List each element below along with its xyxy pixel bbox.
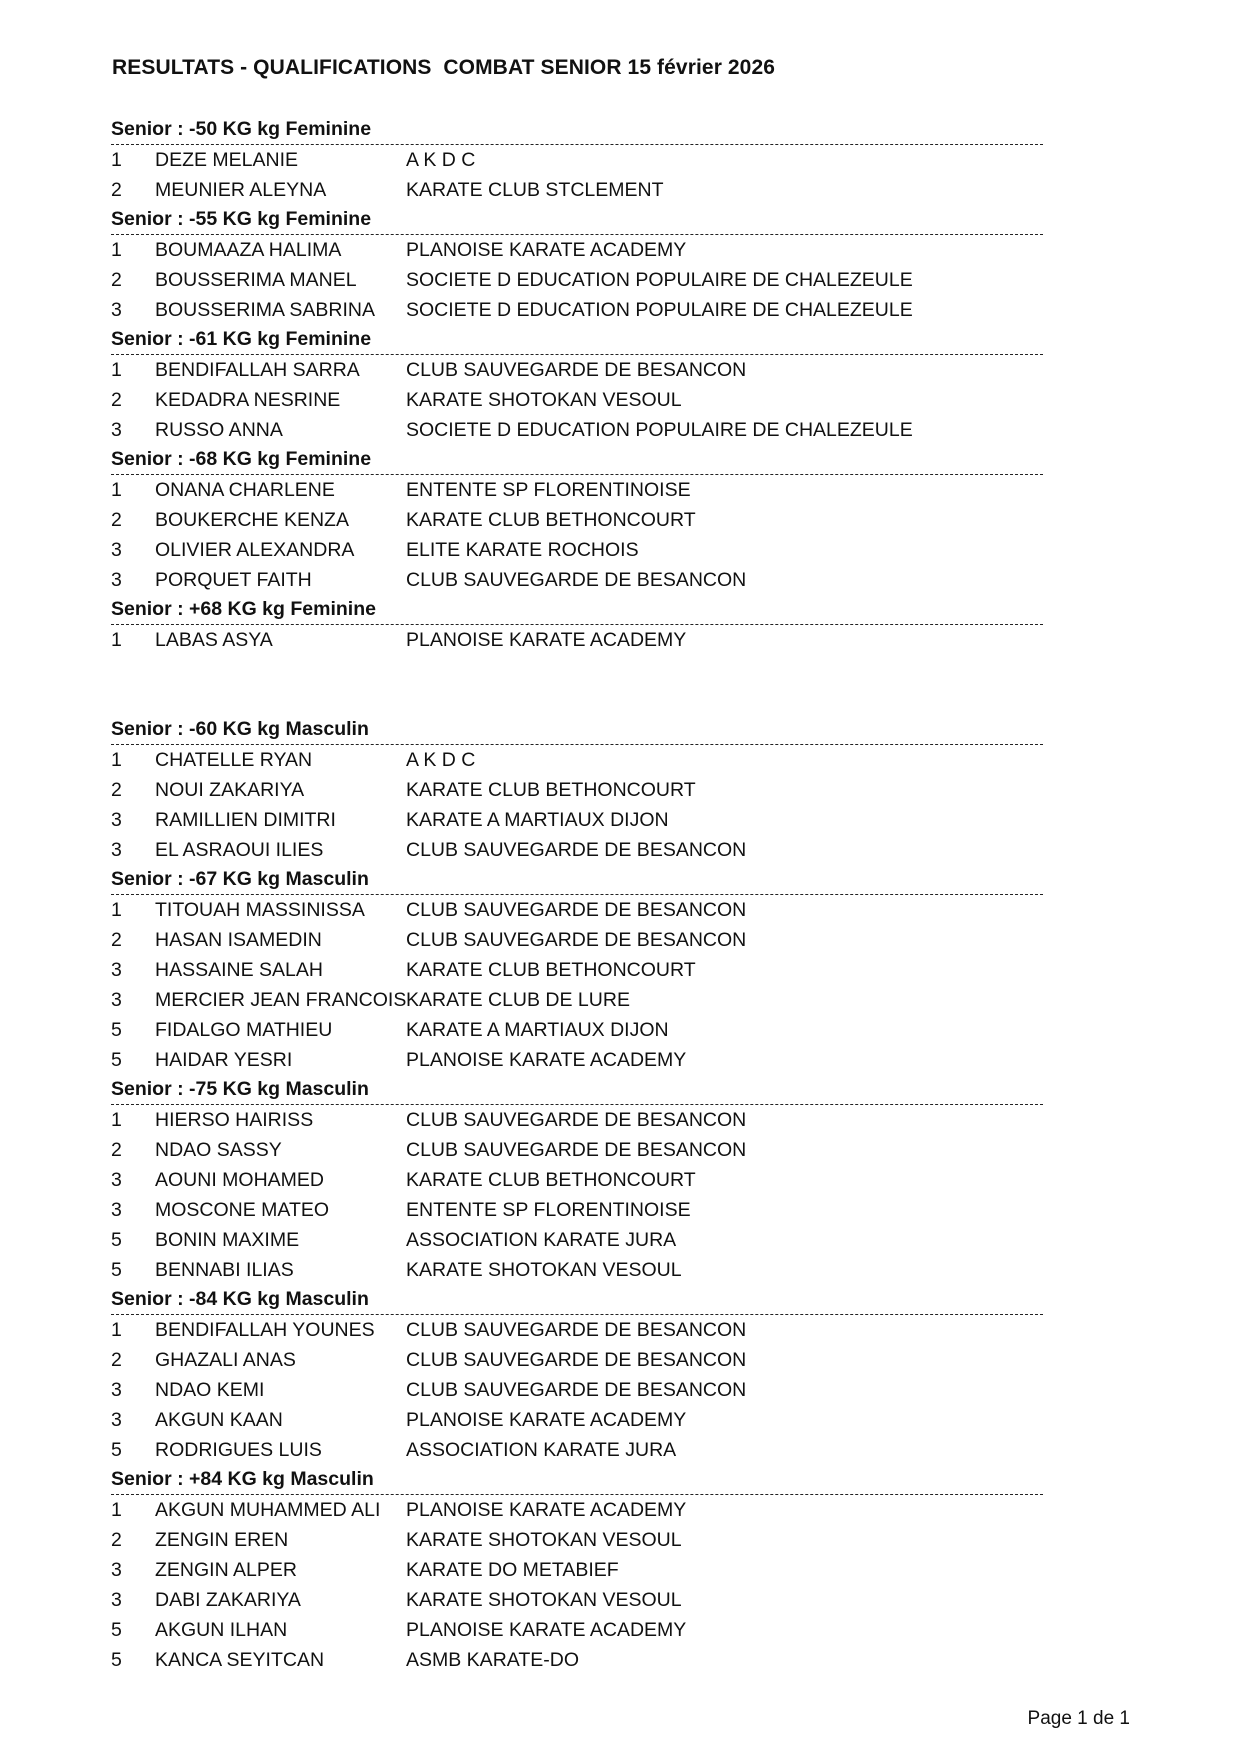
rank: 2	[111, 929, 122, 951]
athlete-name: RAMILLIEN DIMITRI	[155, 809, 336, 831]
rank: 3	[111, 1199, 122, 1221]
athlete-name: MERCIER JEAN FRANCOIS	[155, 989, 407, 1011]
result-row	[111, 295, 1043, 325]
rank: 3	[111, 299, 122, 321]
category-group	[111, 115, 1043, 205]
category-group	[111, 445, 1043, 595]
athlete-name: BOUMAAZA HALIMA	[155, 239, 342, 261]
athlete-name: HASAN ISAMEDIN	[155, 929, 322, 951]
rank: 1	[111, 749, 122, 771]
rank: 3	[111, 539, 122, 561]
rank: 1	[111, 629, 122, 651]
club-name: CLUB SAUVEGARDE DE BESANCON	[406, 1379, 747, 1401]
category-header: Senior : -60 KG kg Masculin	[111, 715, 1043, 745]
club-name: CLUB SAUVEGARDE DE BESANCON	[406, 839, 747, 861]
category-group	[111, 865, 1043, 1075]
athlete-name: OLIVIER ALEXANDRA	[155, 539, 355, 561]
club-name: PLANOISE KARATE ACADEMY	[406, 1409, 687, 1431]
rank: 2	[111, 509, 122, 531]
rank: 5	[111, 1019, 122, 1041]
athlete-name: BOUKERCHE KENZA	[155, 509, 349, 531]
result-row	[111, 1345, 1043, 1375]
athlete-name: BONIN MAXIME	[155, 1229, 300, 1251]
result-row	[111, 565, 1043, 595]
rank: 1	[111, 359, 122, 381]
club-name: CLUB SAUVEGARDE DE BESANCON	[406, 1349, 747, 1371]
club-name: KARATE SHOTOKAN VESOUL	[406, 1589, 682, 1611]
result-row	[111, 835, 1043, 865]
category-group	[111, 1075, 1043, 1285]
athlete-name: KEDADRA NESRINE	[155, 389, 341, 411]
club-name: SOCIETE D EDUCATION POPULAIRE DE CHALEZEULE	[406, 269, 913, 291]
club-name: KARATE SHOTOKAN VESOUL	[406, 1259, 682, 1281]
athlete-name: GHAZALI ANAS	[155, 1349, 296, 1371]
rank: 3	[111, 959, 122, 981]
result-row	[111, 745, 1043, 775]
result-row	[111, 1555, 1043, 1585]
rank: 3	[111, 1409, 122, 1431]
rank: 5	[111, 1649, 122, 1671]
rank: 1	[111, 1109, 122, 1131]
club-name: ENTENTE SP FLORENTINOISE	[406, 479, 691, 501]
club-name: A K D C	[406, 149, 476, 171]
result-row	[111, 1105, 1043, 1135]
athlete-name: NDAO KEMI	[155, 1379, 265, 1401]
result-row	[111, 145, 1043, 175]
result-row	[111, 1135, 1043, 1165]
athlete-name: BOUSSERIMA MANEL	[155, 269, 357, 291]
athlete-name: BENNABI ILIAS	[155, 1259, 294, 1281]
category-header: Senior : -55 KG kg Feminine	[111, 205, 1043, 235]
result-row	[111, 955, 1043, 985]
result-row	[111, 355, 1043, 385]
result-row	[111, 1375, 1043, 1405]
athlete-name: KANCA SEYITCAN	[155, 1649, 325, 1671]
rank: 1	[111, 1499, 122, 1521]
athlete-name: BENDIFALLAH SARRA	[155, 359, 360, 381]
athlete-name: BOUSSERIMA SABRINA	[155, 299, 375, 321]
club-name: PLANOISE KARATE ACADEMY	[406, 1619, 687, 1641]
club-name: SOCIETE D EDUCATION POPULAIRE DE CHALEZEULE	[406, 299, 913, 321]
club-name: KARATE A MARTIAUX DIJON	[406, 809, 669, 831]
rank: 3	[111, 1559, 122, 1581]
result-row	[111, 1045, 1043, 1075]
athlete-name: FIDALGO MATHIEU	[155, 1019, 333, 1041]
club-name: PLANOISE KARATE ACADEMY	[406, 629, 687, 651]
athlete-name: NOUI ZAKARIYA	[155, 779, 305, 801]
result-row	[111, 1165, 1043, 1195]
club-name: CLUB SAUVEGARDE DE BESANCON	[406, 569, 747, 591]
rank: 3	[111, 419, 122, 441]
category-group	[111, 1285, 1043, 1465]
club-name: SOCIETE D EDUCATION POPULAIRE DE CHALEZEULE	[406, 419, 913, 441]
result-row	[111, 1435, 1043, 1465]
club-name: KARATE CLUB BETHONCOURT	[406, 779, 696, 801]
club-name: KARATE CLUB BETHONCOURT	[406, 509, 696, 531]
club-name: KARATE CLUB DE LURE	[406, 989, 630, 1011]
club-name: KARATE CLUB STCLEMENT	[406, 179, 664, 201]
rank: 2	[111, 1349, 122, 1371]
rank: 5	[111, 1229, 122, 1251]
rank: 1	[111, 479, 122, 501]
result-row	[111, 925, 1043, 955]
rank: 5	[111, 1619, 122, 1641]
athlete-name: AOUNI MOHAMED	[155, 1169, 325, 1191]
result-row	[111, 1495, 1043, 1525]
athlete-name: EL ASRAOUI ILIES	[155, 839, 324, 861]
rank: 3	[111, 809, 122, 831]
rank: 5	[111, 1259, 122, 1281]
category-header: Senior : -61 KG kg Feminine	[111, 325, 1043, 355]
club-name: ASSOCIATION KARATE JURA	[406, 1439, 677, 1461]
athlete-name: DABI ZAKARIYA	[155, 1589, 301, 1611]
club-name: ASMB KARATE-DO	[406, 1649, 579, 1671]
club-name: A K D C	[406, 749, 476, 771]
club-name: ELITE KARATE ROCHOIS	[406, 539, 639, 561]
athlete-name: ONANA CHARLENE	[155, 479, 335, 501]
result-row	[111, 1645, 1043, 1675]
result-row	[111, 385, 1043, 415]
club-name: KARATE CLUB BETHONCOURT	[406, 959, 696, 981]
athlete-name: HIERSO HAIRISS	[155, 1109, 314, 1131]
club-name: KARATE CLUB BETHONCOURT	[406, 1169, 696, 1191]
athlete-name: DEZE MELANIE	[155, 149, 299, 171]
rank: 1	[111, 899, 122, 921]
athlete-name: MOSCONE MATEO	[155, 1199, 330, 1221]
club-name: PLANOISE KARATE ACADEMY	[406, 239, 687, 261]
category-header: Senior : -68 KG kg Feminine	[111, 445, 1043, 475]
club-name: KARATE A MARTIAUX DIJON	[406, 1019, 669, 1041]
club-name: ASSOCIATION KARATE JURA	[406, 1229, 677, 1251]
result-row	[111, 1255, 1043, 1285]
result-row	[111, 265, 1043, 295]
rank: 3	[111, 989, 122, 1011]
athlete-name: NDAO SASSY	[155, 1139, 282, 1161]
club-name: KARATE SHOTOKAN VESOUL	[406, 1529, 682, 1551]
rank: 3	[111, 1589, 122, 1611]
rank: 1	[111, 1319, 122, 1341]
athlete-name: AKGUN KAAN	[155, 1409, 283, 1431]
result-row	[111, 1225, 1043, 1255]
rank: 1	[111, 149, 122, 171]
rank: 3	[111, 569, 122, 591]
club-name: CLUB SAUVEGARDE DE BESANCON	[406, 1319, 747, 1341]
result-row	[111, 235, 1043, 265]
club-name: ENTENTE SP FLORENTINOISE	[406, 1199, 691, 1221]
rank: 2	[111, 179, 122, 201]
athlete-name: RODRIGUES LUIS	[155, 1439, 322, 1461]
result-row	[111, 985, 1043, 1015]
category-group	[111, 715, 1043, 865]
result-row	[111, 175, 1043, 205]
result-row	[111, 1585, 1043, 1615]
club-name: KARATE DO METABIEF	[406, 1559, 619, 1581]
result-row	[111, 895, 1043, 925]
rank: 3	[111, 1169, 122, 1191]
result-row	[111, 1405, 1043, 1435]
rank: 3	[111, 1379, 122, 1401]
club-name: CLUB SAUVEGARDE DE BESANCON	[406, 929, 747, 951]
athlete-name: PORQUET FAITH	[155, 569, 312, 591]
result-row	[111, 625, 1043, 655]
category-group	[111, 325, 1043, 445]
category-group	[111, 1465, 1043, 1675]
club-name: PLANOISE KARATE ACADEMY	[406, 1499, 687, 1521]
athlete-name: AKGUN MUHAMMED ALI	[155, 1499, 381, 1521]
club-name: CLUB SAUVEGARDE DE BESANCON	[406, 359, 747, 381]
category-header: Senior : -50 KG kg Feminine	[111, 115, 1043, 145]
result-row	[111, 535, 1043, 565]
athlete-name: HASSAINE SALAH	[155, 959, 323, 981]
rank: 1	[111, 239, 122, 261]
rank: 2	[111, 779, 122, 801]
athlete-name: TITOUAH MASSINISSA	[155, 899, 365, 921]
club-name: KARATE SHOTOKAN VESOUL	[406, 389, 682, 411]
category-header: Senior : -75 KG kg Masculin	[111, 1075, 1043, 1105]
category-group	[111, 205, 1043, 325]
result-row	[111, 1615, 1043, 1645]
result-row	[111, 775, 1043, 805]
athlete-name: AKGUN ILHAN	[155, 1619, 288, 1641]
rank: 3	[111, 839, 122, 861]
rank: 2	[111, 1529, 122, 1551]
page-title: RESULTATS - QUALIFICATIONS COMBAT SENIOR 15 février 2026	[112, 56, 776, 79]
results-list	[111, 115, 1043, 1675]
result-row	[111, 805, 1043, 835]
rank: 5	[111, 1049, 122, 1071]
athlete-name: CHATELLE RYAN	[155, 749, 313, 771]
club-name: CLUB SAUVEGARDE DE BESANCON	[406, 1109, 747, 1131]
rank: 2	[111, 269, 122, 291]
athlete-name: ZENGIN ALPER	[155, 1559, 297, 1581]
athlete-name: ZENGIN EREN	[155, 1529, 289, 1551]
page-number: Page 1 de 1	[1027, 1708, 1130, 1729]
athlete-name: HAIDAR YESRI	[155, 1049, 293, 1071]
result-row	[111, 1195, 1043, 1225]
rank: 2	[111, 389, 122, 411]
club-name: CLUB SAUVEGARDE DE BESANCON	[406, 899, 747, 921]
club-name: PLANOISE KARATE ACADEMY	[406, 1049, 687, 1071]
athlete-name: RUSSO ANNA	[155, 419, 283, 441]
athlete-name: MEUNIER ALEYNA	[155, 179, 327, 201]
result-row	[111, 1525, 1043, 1555]
result-row	[111, 475, 1043, 505]
category-header: Senior : -67 KG kg Masculin	[111, 865, 1043, 895]
result-row	[111, 415, 1043, 445]
result-row	[111, 1015, 1043, 1045]
category-header: Senior : -84 KG kg Masculin	[111, 1285, 1043, 1315]
rank: 2	[111, 1139, 122, 1161]
athlete-name: LABAS ASYA	[155, 629, 273, 651]
category-group	[111, 595, 1043, 655]
result-row	[111, 1315, 1043, 1345]
category-header: Senior : +68 KG kg Feminine	[111, 595, 1043, 625]
category-header: Senior : +84 KG kg Masculin	[111, 1465, 1043, 1495]
athlete-name: BENDIFALLAH YOUNES	[155, 1319, 375, 1341]
rank: 5	[111, 1439, 122, 1461]
club-name: CLUB SAUVEGARDE DE BESANCON	[406, 1139, 747, 1161]
result-row	[111, 505, 1043, 535]
